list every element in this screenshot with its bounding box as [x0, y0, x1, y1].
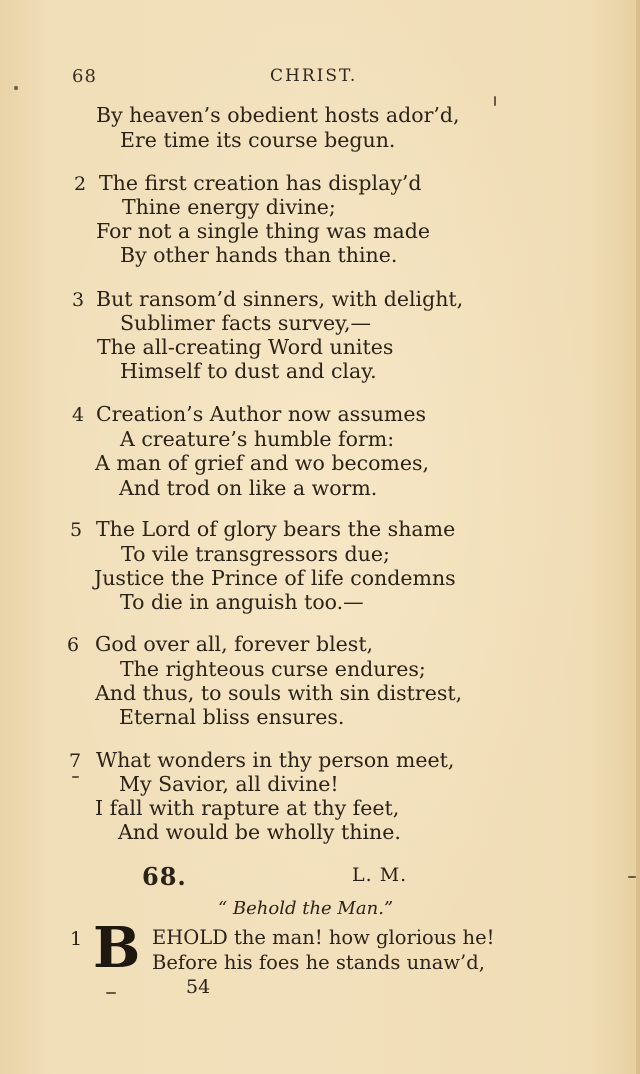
verse-number: 5: [70, 519, 83, 541]
verse-line: The all-creating Word unites: [97, 335, 394, 359]
verse-line: And trod on like a worm.: [119, 476, 378, 500]
verse-line: The Lord of glory bears the shame: [96, 517, 456, 541]
paper-speck: [72, 776, 79, 778]
verse-line: Before his foes he stands unaw’d,: [152, 951, 485, 974]
verse-line: The righteous curse endures;: [120, 657, 426, 681]
verse-line: My Savior, all divine!: [119, 772, 339, 796]
verse-line: Justice the Prince of life condemns: [94, 566, 456, 590]
verse-line: By heaven’s obedient hosts ador’d,: [96, 103, 460, 127]
verse-number: 6: [67, 634, 80, 656]
verse-line: I fall with rapture at thy feet,: [95, 796, 400, 820]
verse-line: Creation’s Author now assumes: [96, 402, 427, 426]
verse-line: For not a single thing was made: [96, 219, 430, 243]
page-edge: [636, 0, 640, 1074]
verse-line: Thine energy divine;: [122, 195, 336, 219]
verse-line: To die in anguish too.—: [120, 590, 364, 614]
verse-number: 1: [70, 928, 83, 950]
verse-line: But ransom’d sinners, with delight,: [96, 287, 464, 311]
paper-speck: [494, 96, 496, 106]
hymn-subtitle: “ Behold the Man.”: [218, 898, 394, 919]
verse-line: A man of grief and wo becomes,: [95, 451, 430, 475]
verse-line: And thus, to souls with sin distrest,: [95, 681, 463, 705]
verse-line: What wonders in thy person meet,: [96, 748, 455, 772]
verse-line: To vile transgressors due;: [121, 542, 390, 566]
verse-line: By other hands than thine.: [120, 243, 398, 267]
verse-line: EHOLD the man! how glorious he!: [152, 926, 495, 949]
paper-speck: [14, 86, 18, 90]
verse-number: 3: [72, 289, 85, 311]
verse-line: And would be wholly thine.: [118, 820, 401, 844]
verse-line: Sublimer facts survey,—: [120, 311, 372, 335]
hymn-meter: L. M.: [352, 864, 408, 886]
signature-mark: 54: [186, 976, 211, 998]
drop-cap: B: [93, 915, 141, 981]
verse-number: 4: [72, 404, 85, 426]
verse-number: 2: [74, 173, 87, 195]
running-title: CHRIST.: [270, 66, 358, 86]
verse-line: Ere time its course begun.: [120, 128, 396, 152]
paper-speck: [628, 876, 636, 878]
verse-line: God over all, forever blest,: [95, 632, 374, 656]
verse-line: Himself to dust and clay.: [120, 359, 377, 383]
verse-number: 7: [69, 750, 82, 772]
verse-line: Eternal bliss ensures.: [119, 705, 345, 729]
hymn-number: 68.: [142, 862, 187, 891]
verse-line: The first creation has display’d: [99, 171, 422, 195]
page-number: 68: [72, 66, 97, 87]
paper-speck: [106, 992, 116, 994]
verse-line: A creature’s humble form:: [120, 427, 395, 451]
